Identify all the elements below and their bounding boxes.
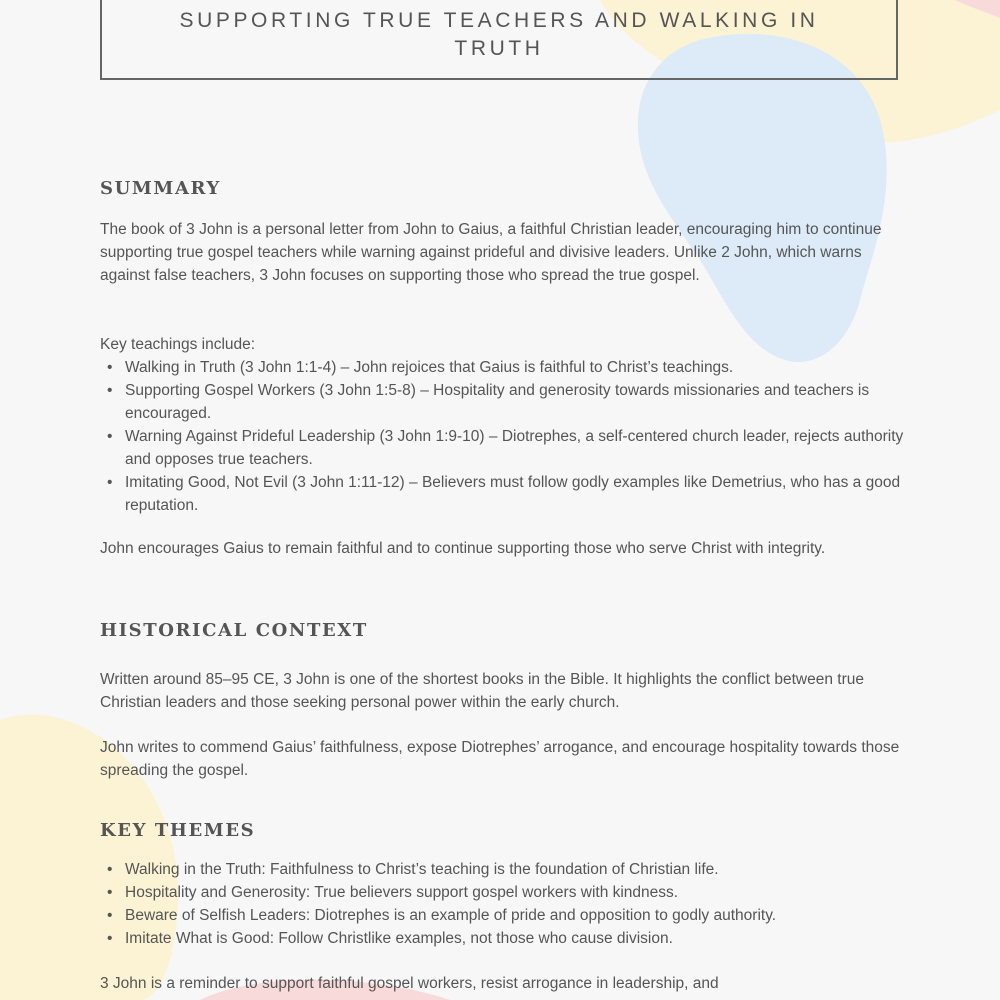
- summary-intro: The book of 3 John is a personal letter from John to Gaius, a faithful Christian leader, encouraging him to continue supporting true gospel teachers while warning against prideful and divisive leaders. Unlike 2 John, which warns against false teachers, 3 John focuses on supporting those who spread the true gospel.: [100, 221, 882, 284]
- list-item: • Imitating Good, Not Evil (3 John 1:11-12) – Believers must follow godly examples like Demetrius, who has a good reputation.: [125, 471, 930, 517]
- list-item: • Warning Against Prideful Leadership (3 John 1:9-10) – Diotrephes, a self-centered church leader, rejects authority and opposes true teachers.: [125, 425, 930, 471]
- list-item: • Walking in the Truth: Faithfulness to Christ’s teaching is the foundation of Christian life.: [125, 858, 930, 881]
- key-teachings-list: [100, 356, 930, 517]
- summary-closing: John encourages Gaius to remain faithful and to continue supporting those who serve Christ with integrity.: [100, 540, 826, 557]
- list-item: • Supporting Gospel Workers (3 John 1:5-8) – Hospitality and generosity towards missionaries and teachers is encouraged.: [125, 379, 930, 425]
- blue-blob-right: [638, 34, 887, 362]
- key-themes-list: [100, 858, 930, 950]
- historical-paragraph-2: John writes to commend Gaius’ faithfulness, expose Diotrephes’ arrogance, and encourage hospitality towards those spreading the gospel.: [100, 739, 900, 779]
- historical-heading: HISTORICAL CONTEXT: [100, 620, 368, 641]
- themes-closing: 3 John is a reminder to support faithful gospel workers, resist arrogance in leadership, and: [100, 975, 719, 992]
- themes-heading: KEY THEMES: [100, 820, 256, 841]
- summary-key-intro: Key teachings include:: [100, 336, 256, 353]
- page-title: SUPPORTING TRUE TEACHERS AND WALKING IN TRUTH: [179, 9, 819, 60]
- title-box: [100, 0, 898, 80]
- historical-paragraph-1: Written around 85–95 CE, 3 John is one of the shortest books in the Bible. It highlights the conflict between true Christian leaders and those seeking personal power within the early church.: [100, 671, 864, 711]
- list-item: • Beware of Selfish Leaders: Diotrephes is an example of pride and opposition to godly authority.: [125, 904, 930, 927]
- summary-heading: SUMMARY: [100, 178, 221, 199]
- list-item: • Imitate What is Good: Follow Christlike examples, not those who cause division.: [125, 927, 930, 950]
- list-item: • Walking in Truth (3 John 1:1-4) – John rejoices that Gaius is faithful to Christ’s teachings.: [125, 356, 930, 379]
- list-item: • Hospitality and Generosity: True believers support gospel workers with kindness.: [125, 881, 930, 904]
